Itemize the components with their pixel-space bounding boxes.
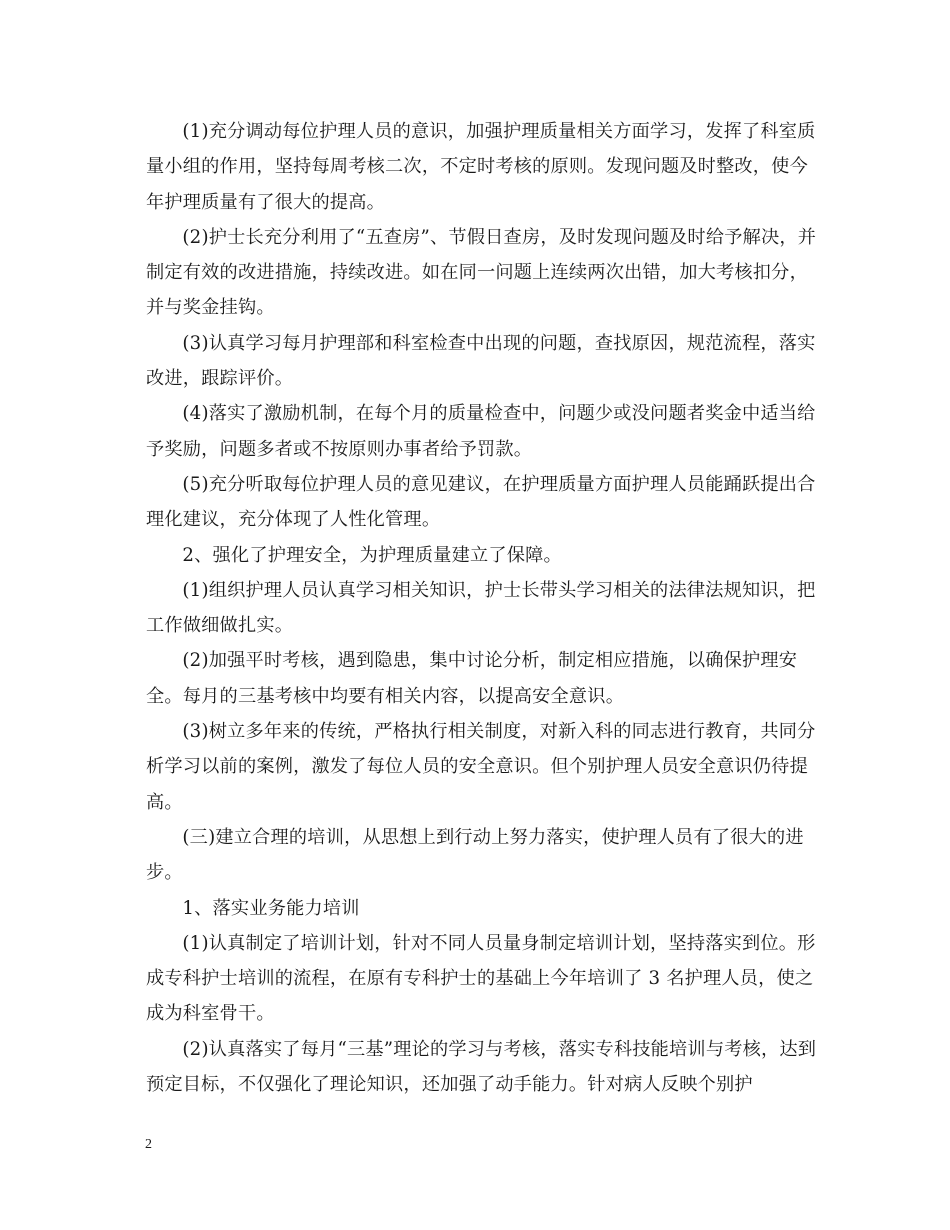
paragraph: (5)充分听取每位护理人员的意见建议，在护理质量方面护理人员能踊跃提出合理化建议，充分体现了人性化管理。 xyxy=(146,473,816,531)
paragraph: (3)树立多年来的传统，严格执行相关制度，对新入科的同志进行教育，共同分析学习以前的案例，激发了每位人员的安全意识。但个别护理人员安全意识仍待提高。 xyxy=(146,721,816,813)
paragraph: (2)认真落实了每月“三基”理论的学习与考核，落实专科技能培训与考核，达到预定目标，不仅强化了理论知识，还加强了动手能力。针对病人反映个别护 xyxy=(146,1038,817,1096)
paragraph: (4)落实了激励机制，在每个月的质量检查中，问题少或没问题者奖金中适当给予奖励，问题多者或不按原则办事者给予罚款。 xyxy=(146,403,816,460)
document-body xyxy=(146,114,818,1102)
section-heading: (三)建立合理的培训，从思想上到行动上努力落实，使护理人员有了很大的进步。 xyxy=(146,826,804,884)
section-heading: 2、强化了护理安全，为护理质量建立了保障。 xyxy=(182,544,562,566)
paragraph: (2)护士长充分利用了“五查房”、节假日查房，及时发现问题及时给予解决，并制定有效的改进措施，持续改进。如在同一问题上连续两次出错，加大考核扣分，并与奖金挂钩。 xyxy=(146,226,817,319)
paragraph: (2)加强平时考核，遇到隐患，集中讨论分析，制定相应措施，以确保护理安全。每月的三基考核中均要有相关内容，以提高安全意识。 xyxy=(146,650,798,707)
paragraph: (1)充分调动每位护理人员的意识，加强护理质量相关方面学习，发挥了科室质量小组的作用，坚持每周考核二次，不定时考核的原则。发现问题及时整改，使今年护理质量有了很大的提高。 xyxy=(146,121,816,213)
section-heading: 1、落实业务能力培训 xyxy=(182,897,360,919)
paragraph: (1)认真制定了培训计划，针对不同人员量身制定培训计划，坚持落实到位。形成专科护士培训的流程，在原有专科护士的基础上今年培训了 3 名护理人员，使之成为科室骨干。 xyxy=(146,932,816,1025)
paragraph: (3)认真学习每月护理部和科室检查中出现的问题，查找原因，规范流程，落实改进，跟踪评价。 xyxy=(146,332,816,390)
paragraph: (1)组织护理人员认真学习相关知识，护士长带头学习相关的法律法规知识，把工作做细做扎实。 xyxy=(146,579,816,637)
page-number: 2 xyxy=(145,1137,152,1152)
